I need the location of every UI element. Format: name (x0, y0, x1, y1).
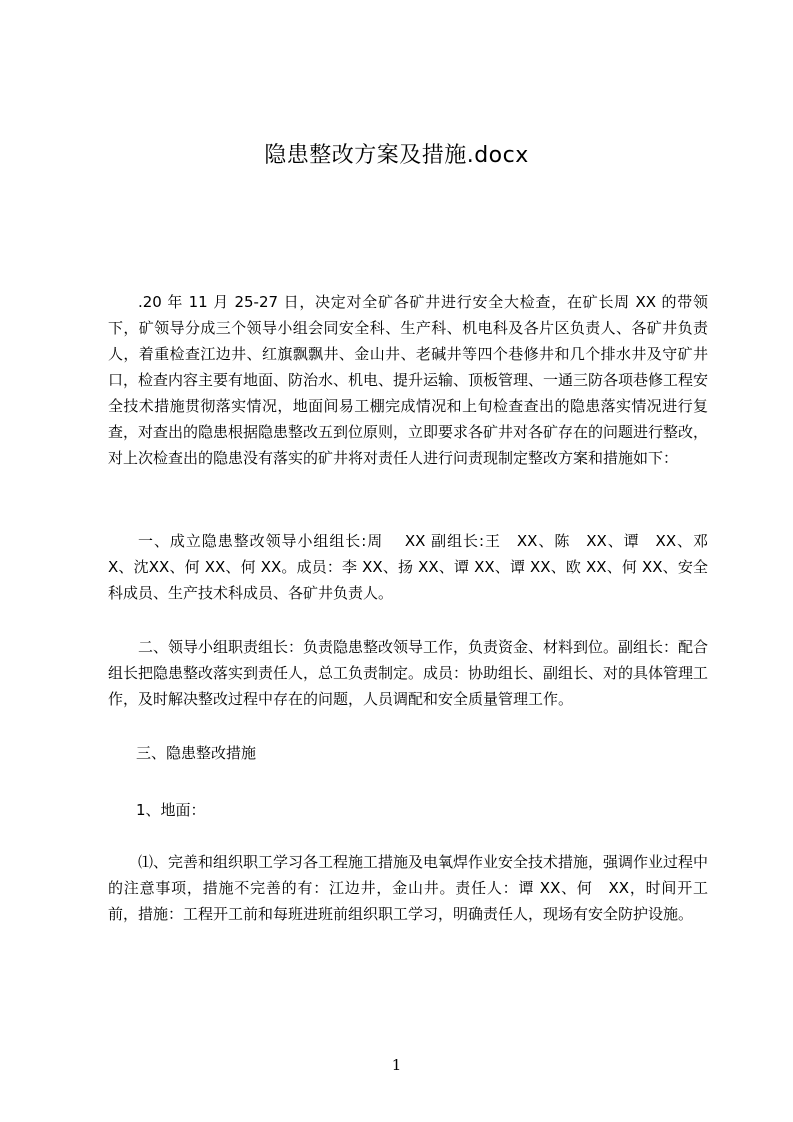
heading-item-1: 1、地面： (136, 801, 206, 819)
paragraph-section-1: 一、成立隐患整改领导小组组长:周 XX 副组长:王 XX、陈 XX、谭 XX、邓 X、沈XX、何 XX、何 XX。成员：李 XX、扬 XX、谭 XX、谭 XX、欧 XX、何 XX、安全科成员、生产技术科成员、各矿井负责人。 (108, 532, 724, 602)
paragraph-intro: .20 年 11 月 25-27 日，决定对全矿各矿井进行安全大检查，在矿长周 XX 的带领下，矿领导分成三个领导小组会同安全科、生产科、机电科及各片区负责人、各矿井负责人，着重检查江边井、红旗飘飘井、金山井、老碱井等四个巷修井和几个排水井及守矿井口，检查内容主要有地面、防治水、机电、提升运输、顶板管理、一通三防各项巷修工程安全技术措施贯彻落实情况，地面间易工棚完成情况和上旬检查查出的隐患落实情况进行复查，对查出的隐患根据隐患整改五到位原则，立即要求各矿井对各矿存在的问题进行整改，对上次检查出的隐患没有落实的矿井将对责任人进行问责现制定整改方案和措施如下： (108, 293, 709, 467)
page-number: 1 (391, 1056, 402, 1074)
heading-section-3: 三、隐患整改措施 (136, 744, 257, 762)
paragraph-item-1-1: ⑴、完善和组织职工学习各工程施工措施及电氧焊作业安全技术措施，强调作业过程中的注意事项，措施不完善的有：江边井，金山井。责任人：谭 XX、何 XX，时间开工前，措施：工程开工前和每班进班前组织职工学习，明确责任人，现场有安全防护设施。 (108, 853, 709, 923)
paragraph-section-2: 二、领导小组职责组长：负责隐患整改领导工作，负责资金、材料到位。副组长：配合组长把隐患整改落实到责任人，总工负责制定。成员：协助组长、副组长、对的具体管理工作，及时解决整改过程中存在的问题，人员调配和安全质量管理工作。 (108, 638, 709, 708)
document-title: 隐患整改方案及措施.docx (264, 143, 529, 168)
